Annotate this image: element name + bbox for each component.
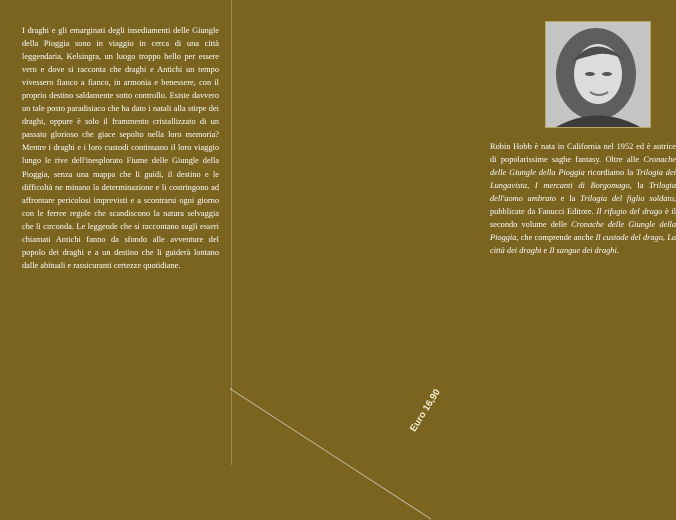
author-bio: Robin Hobb è nata in California nel 1952 ed è autrice di popolarissime saghe fantasy. Oltre alle Cronache delle Giungle della Pioggia ricordiamo la Trilogia dei Lungavista, I mercanti di Borgomago, la Trilogia dell'uomo ambrato e la Trilogia del figlio soldato, pubblicate da Fanucci Editore. Il rifugio del drago è il secondo volume delle Cronache delle Giungle della Pioggia, che comprende anche Il custode del drago, La città dei draghi e Il sangue dei draghi. bbox=[490, 142, 676, 256]
front-flap bbox=[0, 0, 231, 465]
author-photo bbox=[545, 21, 651, 128]
price-label: Euro 16,90 bbox=[408, 387, 443, 434]
synopsis-text: I draghi e gli emarginati degli insediamenti delle Giungle della Pioggia sono in viaggio in cerca di una città leggendaria, Kelsingra, un luogo troppo bello per essere vero e dove si racconta che draghi e Antichi un tempo vivessero fianco a fianco, in armonia e benessere, con il proprio destino saldamente sotto controllo. Esiste davvero un tale posto paradisiaco che ha dato i natali alla stirpe dei draghi, oppure è solo il frammento cristallizzato di un passato glorioso che giace sepolto nella loro memoria? Mentre i draghi e i loro custodi continuano il loro viaggio lungo le rive dell'inesplorato Fiume delle Giungle della Pioggia, senza una mappa che li guidi, il destino e le difficoltà ne minano la determinazione e li costringono ad affrontare pericolosi imprevisti e a scontrarsi ogni giorno con le ferree regole che scandiscono la natura selvaggia che li circonda. Le leggende che si raccontano sugli esseri chiamati Antichi fanno da sfondo alle avventure del popolo dei draghi e a un destino che li guiderà lontano dalle abituali e rassicuranti certezze quotidiane. bbox=[22, 26, 219, 270]
